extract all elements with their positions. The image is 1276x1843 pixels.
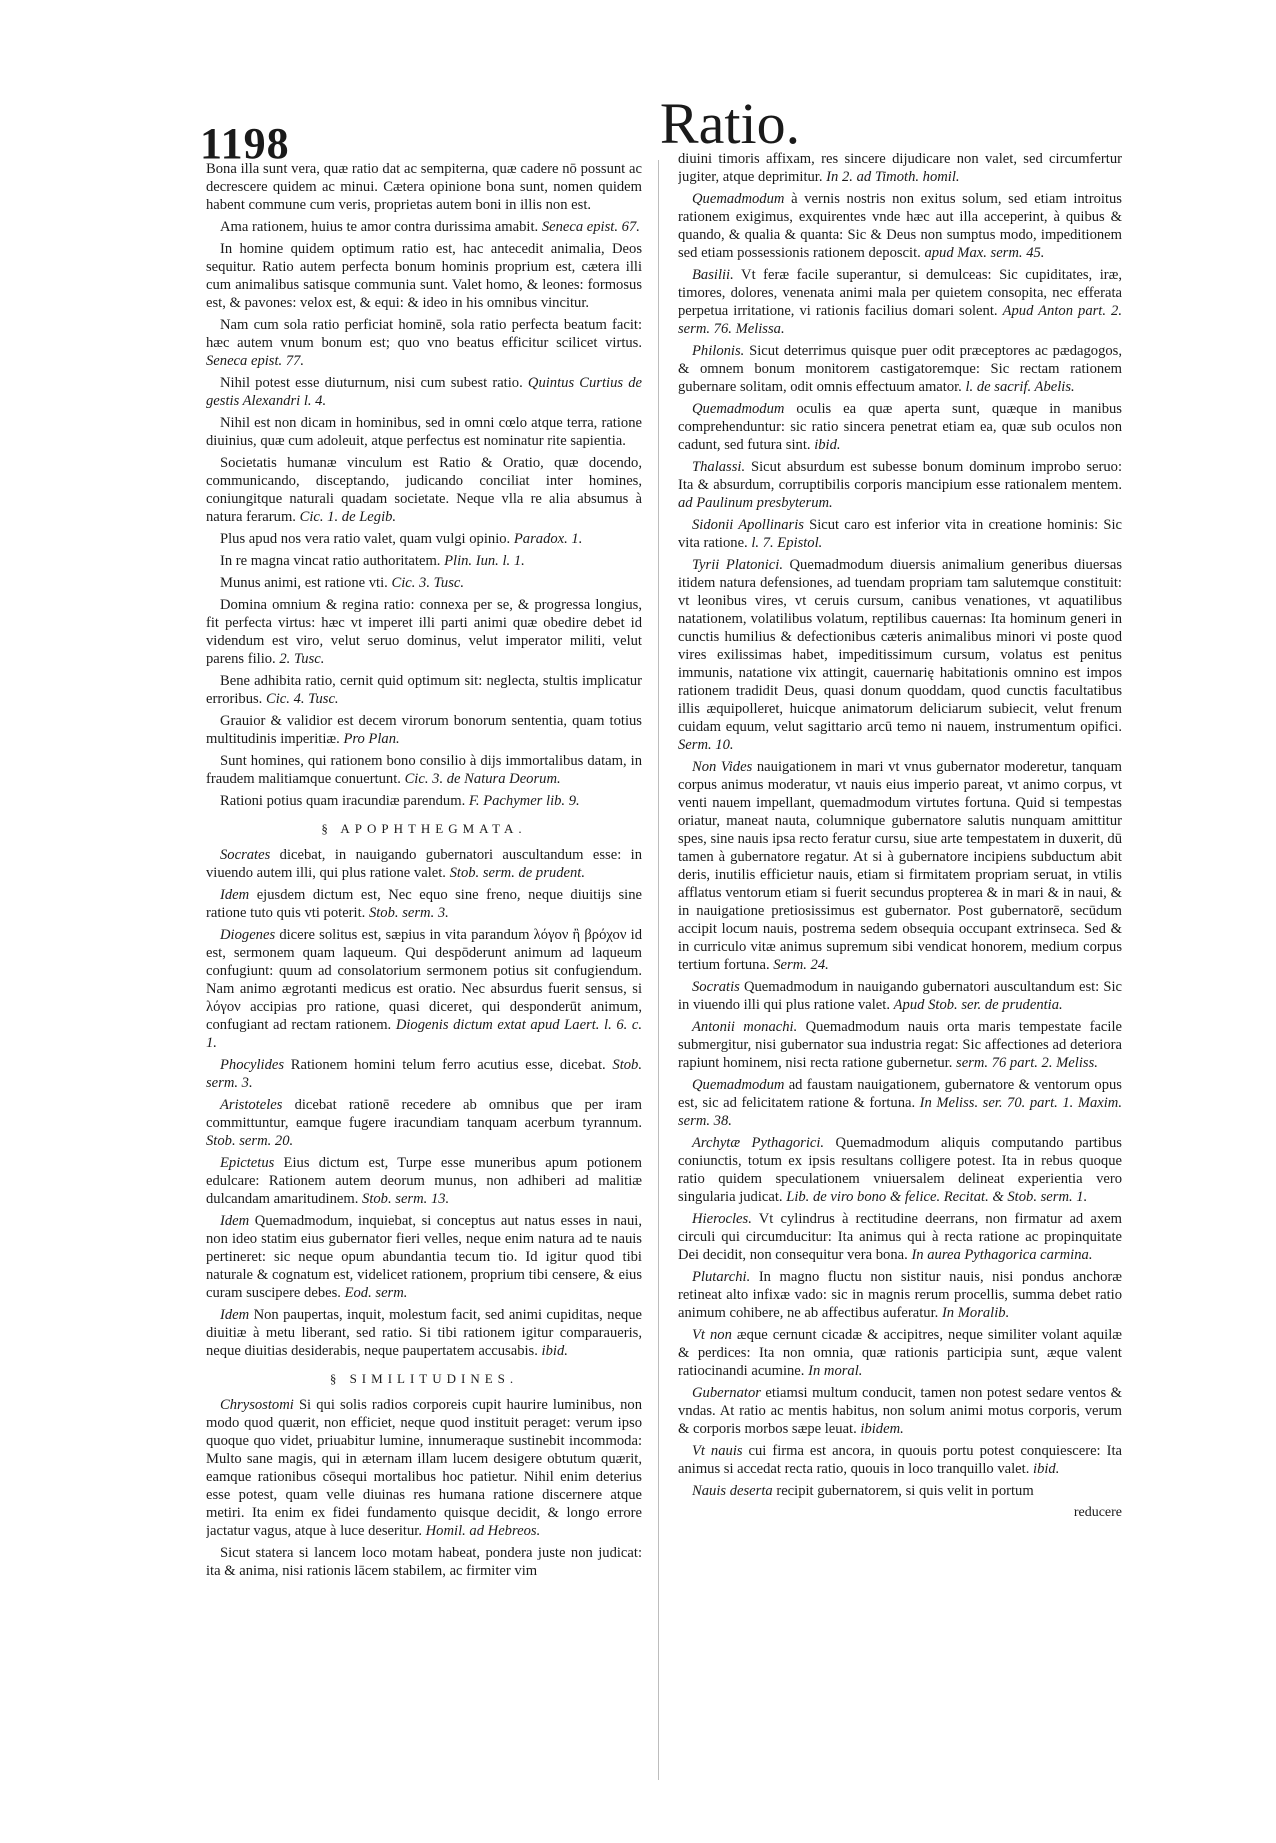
author-name: Phocylides	[220, 1057, 285, 1073]
citation: Stob. serm. 3.	[206, 1057, 642, 1091]
citation: Cic. 4. Tusc.	[266, 691, 339, 707]
paragraph: Quemadmodum ad faustam nauigationem, gubernatore & ventorum opus est, sic ad felicitatem ratione & fortuna. In Meliss. ser. 70. part. 1. Maxim. serm. 38.	[678, 1077, 1122, 1129]
running-head: Ratio.	[659, 91, 801, 156]
paragraph: Tyrii Platonici. Quemadmodum diuersis animalium generibus diuersas itidem natura defensiones, ad tuendam propriam tam salutemque constituit: vt leonibus vires, vt ceruis cursum, canibus venationes, vt aquatilibus natationem, volatilibus volatum, reptilibus cauernas: Ita hominum generi in cunctis humilius & defectionibus cæteris animalibus minori vi poste quod vires exilissimas habet, impeditissimum cursum, volatus est penitus immunis, natatione vix attingit, cauernarię habitationis omnino est impos rationem tradidit Deus, quasi donum quoddam, quod cunctis facultatibus illis æquipolleret, huicque animatorum deliciarum subiecit, velut frenum cuidam equum, velut sagittario arcū temo ni nauem, instrumentum opifici. Serm. 10.	[678, 557, 1122, 753]
author-name: Epictetus	[220, 1155, 275, 1171]
paragraph: Plutarchi. In magno fluctu non sistitur nauis, nisi pondus anchoræ retineat alto infixæ vado: sic in magnis rerum procellis, summa debet ratio animum cohibere, ne ab affectibus auferatur. In Moralib.	[678, 1269, 1122, 1321]
author-name: Non Vides	[692, 759, 753, 775]
author-name: Quemadmodum	[692, 191, 785, 207]
paragraph: Bene adhibita ratio, cernit quid optimum sit: neglecta, stultis implicatur erroribus. Cic. 4. Tusc.	[206, 673, 642, 707]
paragraph: Aristoteles dicebat rationē recedere ab omnibus que per iram committuntur, eamque fugere iracundiam tanquam acerbum tyrannum. Stob. serm. 20.	[206, 1097, 642, 1149]
author-name: Plutarchi.	[692, 1269, 751, 1285]
author-name: Nauis deserta	[692, 1483, 773, 1499]
paragraph: Nihil potest esse diuturnum, nisi cum subest ratio. Quintus Curtius de gestis Alexandri l. 4.	[206, 375, 642, 409]
paragraph: Nam cum sola ratio perficiat hominē, sola ratio perfecta beatum facit: hæc autem vnum bonum est; quo vno beatus efficitur scilicet virtus. Seneca epist. 77.	[206, 317, 642, 369]
citation: Eod. serm.	[344, 1285, 408, 1301]
citation: In Meliss. ser. 70. part. 1. Maxim. serm. 38.	[678, 1095, 1122, 1129]
author-name: Aristoteles	[220, 1097, 283, 1113]
paragraph: Sicut statera si lancem loco motam habeat, pondera juste non judicat: ita & anima, nisi rationis lācem stabilem, ac firmiter vim	[206, 1545, 642, 1579]
page-number: 1198	[200, 119, 290, 168]
paragraph: Nauis deserta recipit gubernatorem, si quis velit in portum	[692, 1483, 1034, 1499]
column-divider	[658, 160, 659, 1780]
author-name: Gubernator	[692, 1385, 761, 1401]
paragraph: Hierocles. Vt cylindrus à rectitudine deerrans, non firmatur ad axem circuli qui circumducitur: Ita animus qui à recta ratione ac propinquitate Dei decidit, non consequitur vera bona. In aurea Pythagorica carmina.	[678, 1211, 1122, 1263]
author-name: Archytæ Pythagorici.	[692, 1135, 825, 1151]
paragraph: Archytæ Pythagorici. Quemadmodum aliquis computando partibus coniunctis, totum ex ipsis resultans colligere potest. Ita in rebus quoque ratio quidem speculationem vniuersalem delineat experientia vero singularia judicat. Lib. de viro bono & felice. Recitat. & Stob. serm. 1.	[678, 1135, 1122, 1205]
paragraph: Sunt homines, qui rationem bono consilio à dijs immortalibus datam, in fraudem malitiamque conuertunt. Cic. 3. de Natura Deorum.	[206, 753, 642, 787]
citation: Stob. serm. 3.	[368, 905, 449, 921]
citation: Seneca epist. 77.	[206, 353, 305, 369]
citation: apud Max. serm. 45.	[924, 245, 1045, 261]
paragraph: Plus apud nos vera ratio valet, quam vulgi opinio. Paradox. 1.	[220, 531, 583, 547]
citation: serm. 76 part. 2. Meliss.	[956, 1055, 1098, 1071]
paragraph: Vt nauis cui firma est ancora, in quouis portu potest conquiescere: Ita animus si accedat recta ratio, quouis in loco tranquillo valet. ibid.	[678, 1443, 1122, 1477]
author-name: Thalassi.	[692, 459, 746, 475]
author-name: Philonis.	[692, 343, 745, 359]
citation: 2. Tusc.	[279, 651, 325, 667]
author-name: Quemadmodum	[692, 1077, 785, 1093]
paragraph: Non Vides nauigationem in mari vt vnus gubernator moderetur, tanquam corpus animus moderatur, vt nauis eius imperio pareat, vt animo corpus, vt venti nauem impellant, quemadmodum virtutes fortuna. Quid si tempestas oriatur, maneat nauta, columnique gubernatore salutis nunquam amittitur spes, sine nauis ipsa recto feratur cursu, siue arte tempestatem in duxerit, dū tamen à gubernatore regatur. At si à gubernatore incipiens subductum abit deris, inutilis efficietur nauis, etiam si firmitatem propriam seruat, in vtilis afflatus ventorum etiam si fuerit secundus propterea & in mari & in naui, & in nauigatione pretiosissimus est gubernator. Post gubernatorē, secūdum accipit locum nauis, postrema sedem obsequia occupant extrinseca. Sed & in curriculo vitæ animus supremum sibi vendicat honorem, medium corpus tertium fortuna. Serm. 24.	[678, 759, 1122, 973]
citation: Seneca epist. 67.	[541, 219, 640, 235]
section-heading-apophthegmata: § APOPHTHEGMATA.	[321, 821, 527, 836]
paragraph: Grauior & validior est decem virorum bonorum sententia, quam totius multitudinis imperitiæ. Pro Plan.	[206, 713, 642, 747]
paragraph: Antonii monachi. Quemadmodum nauis orta maris tempestate facile submergitur, nisi gubernator sua industria regat: Sic affectiones ad deteriora rapiunt hominem, nisi recta ratione gubernetur. serm. 76 part. 2. Meliss.	[678, 1019, 1122, 1071]
citation: ibid.	[1033, 1461, 1060, 1477]
citation: ibid.	[814, 437, 841, 453]
citation: ad Paulinum presbyterum.	[678, 495, 833, 511]
catchword: reducere	[1073, 1505, 1122, 1520]
paragraph: Societatis humanæ vinculum est Ratio & Oratio, quæ docendo, communicando, disceptando, judicando conciliat inter homines, coniungitque naturali quadam societate. Neque vlla re alia absumus à natura ferarum. Cic. 1. de Legib.	[206, 455, 642, 525]
citation: In Moralib.	[941, 1305, 1010, 1321]
paragraph: Basilii. Vt feræ facile superantur, si demulceas: Sic cupiditates, iræ, timores, dolores, venenata animi mala per quietem consopita, nec efferata perpetua irritatione, vi rationis facilius domari solent. Apud Anton part. 2. serm. 76. Melissa.	[678, 267, 1122, 337]
paragraph: Munus animi, est ratione vti. Cic. 3. Tusc.	[220, 575, 465, 591]
citation: F. Pachymer lib. 9.	[468, 793, 580, 809]
paragraph: Domina omnium & regina ratio: connexa per se, & progressa longius, fit perfecta virtus: hæc vt imperet illi parti animi quæ obedire debet id videndum est viro, velut seruo dominus, velut imperator militi, velut parens filio. 2. Tusc.	[206, 597, 642, 667]
citation: Quintus Curtius de gestis Alexandri l. 4.	[206, 375, 642, 409]
right-column	[678, 150, 1122, 1800]
citation: Cic. 1. de Legib.	[299, 509, 397, 525]
author-name: Socratis	[692, 979, 740, 995]
citation: Paradox. 1.	[513, 531, 583, 547]
citation: Serm. 10.	[678, 737, 734, 753]
paragraph: Quemadmodum oculis ea quæ aperta sunt, quæque in manibus comprehenduntur: sic ratio sincera penetrat etiam ea, quæ sub oculos non cadunt, sed futura sint. ibid.	[678, 401, 1122, 453]
citation: Homil. ad Hebreos.	[425, 1523, 541, 1539]
citation: Cic. 3. Tusc.	[391, 575, 465, 591]
citation: Stob. serm. de prudent.	[449, 865, 585, 881]
citation: Apud Stob. ser. de prudentia.	[893, 997, 1063, 1013]
paragraph: Diogenes dicere solitus est, sæpius in vita parandum λόγον ἢ βρόχον id est, sermonem quam laqueum. Qui despōderunt animum ad laqueum confugiunt: quum ad consolatorium sermonem potius sit confugiendum. Nam animo ægrotanti medicus est oratio. Nec absurdus fuerit sensus, si λόγον accipias pro ratione, quasi diceret, qui desponderūt animum, confugiant ad rectam rationem. Diogenis dictum extat apud Laert. l. 6. c. 1.	[206, 927, 642, 1051]
citation: Lib. de viro bono & felice. Recitat. & Stob. serm. 1.	[786, 1189, 1088, 1205]
citation: ibidem.	[860, 1421, 904, 1437]
citation: Stob. serm. 20.	[206, 1133, 294, 1149]
citation: In 2. ad Timoth. homil.	[826, 169, 960, 185]
author-name: Diogenes	[220, 927, 276, 943]
paragraph: Bona illa sunt vera, quæ ratio dat ac sempiterna, quæ cadere nō possunt ac decrescere quidem ac minui. Cætera opinione bona sunt, nomen quidem habent commune cum veris, proprietas autem boni in illis non est.	[206, 161, 642, 213]
paragraph: Idem ejusdem dictum est, Nec equo sine freno, neque diuitijs sine ratione tuto quis vti poterit. Stob. serm. 3.	[206, 887, 642, 921]
paragraph: Idem Quemadmodum, inquiebat, si conceptus aut natus esses in naui, non ideo statim eius gubernator fieri velles, neque enim natura ad te nauis pertineret: sic neque opum abundantia tecum tio. Id igitur quod tibi naturale & cognatum est, videlicet rationem, proprium tibi censere, & eius curam suscipere debes. Eod. serm.	[206, 1213, 642, 1301]
author-name: Idem	[220, 1213, 250, 1229]
citation: l. 7. Epistol.	[751, 535, 823, 551]
paragraph: Ama rationem, huius te amor contra durissima amabit. Seneca epist. 67.	[220, 219, 640, 235]
section-heading-similitudines: § SIMILITUDINES.	[329, 1371, 519, 1386]
author-name: Basilii.	[692, 267, 734, 283]
author-name: Socrates	[220, 847, 271, 863]
author-name: Chrysostomi	[220, 1397, 294, 1413]
citation: Apud Anton part. 2. serm. 76. Melissa.	[678, 303, 1122, 337]
paragraph: Sidonii Apollinaris Sicut caro est inferior vita in creatione hominis: Sic vita ratione. l. 7. Epistol.	[678, 517, 1122, 551]
paragraph: Epictetus Eius dictum est, Turpe esse muneribus apum potionem edulcare: Rationem autem deorum munus, non adhiberi ad malitiæ dulcandam amaritudinem. Stob. serm. 13.	[206, 1155, 642, 1207]
paragraph: In homine quidem optimum ratio est, hac antecedit animalia, Deos sequitur. Ratio autem perfecta bonum hominis proprium est, cætera illi cum animalibus satisque communia sunt. Valet homo, & leones: formosus est, & pavones: velox est, & equi: & ideo in his omnibus vincitur.	[206, 241, 642, 311]
paragraph: Socrates dicebat, in nauigando gubernatori auscultandum esse: in viuendo autem illi, qui plus ratione valet. Stob. serm. de prudent.	[206, 847, 642, 881]
author-name: Vt non	[692, 1327, 732, 1343]
paragraph: Socratis Quemadmodum in nauigando gubernatori auscultandum est: Sic in viuendo illi qui plus ratione valet. Apud Stob. ser. de prudentia.	[678, 979, 1122, 1013]
citation: ibid.	[541, 1343, 568, 1359]
citation: Stob. serm. 13.	[362, 1191, 450, 1207]
left-column	[206, 160, 642, 1800]
citation: In moral.	[808, 1363, 863, 1379]
citation: Diogenis dictum extat apud Laert. l. 6. c. 1.	[206, 1017, 642, 1051]
author-name: Sidonii Apollinaris	[692, 517, 804, 533]
paragraph: diuini timoris affixam, res sincere dijudicare non valet, sed circumfertur jugiter, atque deprimitur. In 2. ad Timoth. homil.	[678, 151, 1122, 185]
author-name: Antonii monachi.	[692, 1019, 798, 1035]
citation: l. de sacrif. Abelis.	[965, 379, 1075, 395]
author-name: Idem	[220, 887, 250, 903]
paragraph: Nihil est non dicam in hominibus, sed in omni cœlo atque terra, ratione diuinius, quæ cum adoleuit, atque perfectus est nominatur rite sapientia.	[206, 415, 642, 449]
author-name: Idem	[220, 1307, 250, 1323]
paragraph: Idem Non paupertas, inquit, molestum facit, sed animi cupiditas, neque diuitiæ à metu liberant, sed ratio. Si tibi rationem igitur comparaueris, neque diuitias desiderabis, neque paupertatem accusabis. ibid.	[206, 1307, 642, 1359]
paragraph: Thalassi. Sicut absurdum est subesse bonum dominum improbo seruo: Ita & absurdum, corruptibilis corporis mancipium esse rationalem mentem. ad Paulinum presbyterum.	[678, 459, 1122, 511]
paragraph: Quemadmodum à vernis nostris non exitus solum, sed etiam introitus rationem exigimus, exquirentes vnde hæc aut illa acceperint, à quibus & quando, & qualia & quanta: Sic & Deus non sumptus modo, impeditionem sed etiam possessionis rationem deposcit. apud Max. serm. 45.	[678, 191, 1122, 261]
author-name: Vt nauis	[692, 1443, 743, 1459]
paragraph: Rationi potius quam iracundiæ parendum. F. Pachymer lib. 9.	[220, 793, 580, 809]
paragraph: Gubernator etiamsi multum conducit, tamen non potest sedare ventos & vndas. At ratio ac mentis habitus, non solum animi motus corporis, verum & corporis morbos sæpe leuat. ibidem.	[678, 1385, 1122, 1437]
paragraph: Phocylides Rationem homini telum ferro acutius esse, dicebat. Stob. serm. 3.	[206, 1057, 642, 1091]
author-name: Hierocles.	[692, 1211, 752, 1227]
citation: Pro Plan.	[343, 731, 400, 747]
author-name: Tyrii Platonici.	[692, 557, 783, 573]
citation: Cic. 3. de Natura Deorum.	[404, 771, 561, 787]
paragraph: Chrysostomi Si qui solis radios corporeis cupit haurire luminibus, non modo quod quærit, non efficiet, neque quod instituit peraget: verum ipso quoque quo videt, priuabitur lumine, innumeraque sustinebit incommoda: Multo sane magis, qui in æternam illam lucem desigere obtutum quærit, eamque rationibus cōsequi mortalibus hoc patietur. Nihil enim deterius esse potest, quam velle diuinas res humana ratione discernere atque metiri. Ita enim ex fidei fundamento quisque decidit, & longo errore jactatur vagus, atque à luce deseritur. Homil. ad Hebreos.	[206, 1397, 642, 1539]
paragraph: Philonis. Sicut deterrimus quisque puer odit præceptores ac pædagogos, & omnem bonum monitorem castigatoremque: Sic rectam rationem gubernare solitam, odit omnis effectuum amator. l. de sacrif. Abelis.	[678, 343, 1122, 395]
paragraph: Vt non æque cernunt cicadæ & accipitres, neque similiter volant aquilæ & perdices: Ita non omnia, quæ rationis participia sunt, æque valent ratiocinandi acumine. In moral.	[678, 1327, 1122, 1379]
author-name: Quemadmodum	[692, 401, 785, 417]
paragraph: In re magna vincat ratio authoritatem. Plin. Iun. l. 1.	[220, 553, 525, 569]
citation: In aurea Pythagorica carmina.	[911, 1247, 1093, 1263]
citation: Plin. Iun. l. 1.	[444, 553, 525, 569]
citation: Serm. 24.	[773, 957, 829, 973]
